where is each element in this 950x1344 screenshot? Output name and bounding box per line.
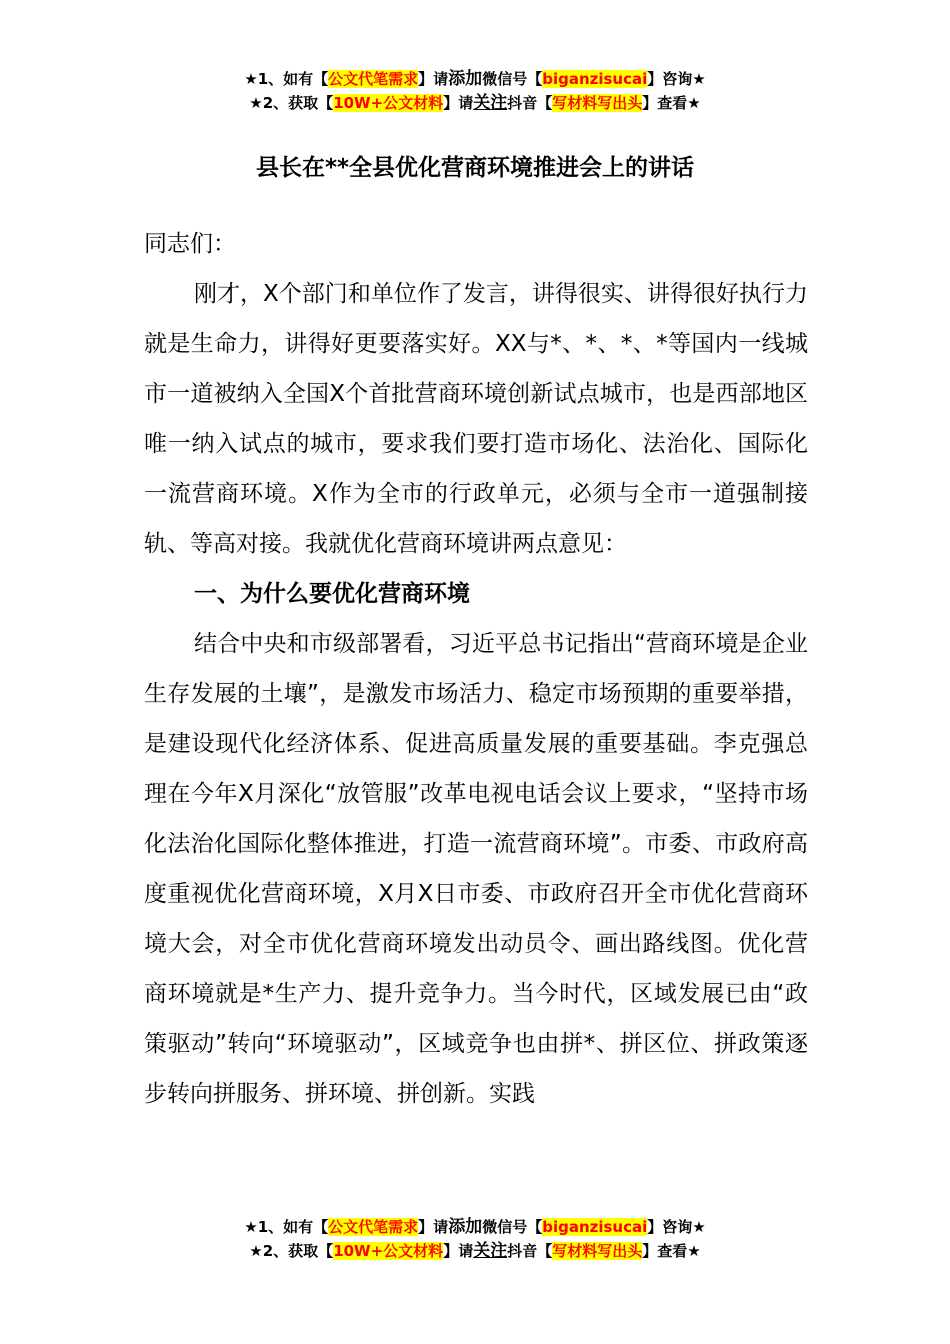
promo-text: 】请 [443,1242,474,1260]
promo-line-1 [0,1215,950,1239]
paragraph: 刚才，X个部门和单位作了发言，讲得很实、讲得很好执行力就是生命力，讲得好更要落实好。XX与*、*、*、*等国内一线城市一道被纳入全国X个首批营商环境创新试点城市，也是西部地区唯一纳入试点的城市，要求我们要打造市场化、法治化、国际化一流营商环境。X作为全市的行政单元，必须与全市一道强制接轨、等高对接。我就优化营商环境讲两点意见： [144,281,808,557]
paragraph: 结合中央和市级部署看，习近平总书记指出“营商环境是企业生存发展的土壤”，是激发市场活力、稳定市场预期的重要举措，是建设现代化经济体系、促进高质量发展的重要基础。李克强总理在今年X月深化“放管服”改革电视电话会议上要求，“坚持市场化法治化国际化整体推进，打造一流营商环境”。市委、市政府高度重视优化营商环境，X月X日市委、市政府召开全市优化营商环境大会，对全市优化营商环境发出动员令、画出路线图。优化营商环境就是*生产力、提升竞争力。当今时代，区域发展已由“政策驱动”转向“环境驱动”，区域竞争也由拼*、拼区位、拼政策逐步转向拼服务、拼环境、拼创新。实践 [144,631,808,1107]
promo-text: 抖音【 [507,1242,553,1260]
promo-text: 】查看★ [642,1242,701,1260]
promo-highlight: 10W+公文材料 [333,94,444,112]
salutation: 同志们： [144,231,236,257]
promo-emphasis: 添加 [448,1217,483,1237]
promo-emphasis: 添加 [448,69,483,89]
promo-text: 】请 [443,94,474,112]
promo-text: 微信号【 [482,1218,543,1236]
document-title: 县长在**全县优化营商环境推进会上的讲话 [255,155,695,181]
promo-highlight: 公文代笔需求 [328,70,419,88]
promo-text: ★1、如有【 [244,1218,329,1236]
promo-highlight: 公文代笔需求 [328,1218,419,1236]
promo-text: 】咨询★ [647,1218,706,1236]
promo-line-2 [0,1239,950,1263]
promo-text: ★2、获取【 [249,94,334,112]
section-heading: 一、为什么要优化营商环境 [194,581,470,607]
header-promo-banner [0,67,950,115]
promo-text: 】查看★ [642,94,701,112]
promo-text: ★1、如有【 [244,70,329,88]
promo-text: 】请 [418,1218,449,1236]
promo-emphasis: 关注 [473,1241,508,1261]
promo-text: 抖音【 [507,94,553,112]
promo-highlight: 写材料写出头 [552,1242,643,1260]
promo-text: 】咨询★ [647,70,706,88]
promo-highlight: biganzisucai [542,70,648,88]
document-body [144,219,808,1119]
footer-promo-banner [0,1215,950,1263]
promo-line-2 [0,91,950,115]
promo-text: 微信号【 [482,70,543,88]
promo-text: ★2、获取【 [249,1242,334,1260]
promo-line-1 [0,67,950,91]
promo-emphasis: 关注 [473,93,508,113]
promo-text: 】请 [418,70,449,88]
promo-highlight: 写材料写出头 [552,94,643,112]
promo-highlight: biganzisucai [542,1218,648,1236]
promo-highlight: 10W+公文材料 [333,1242,444,1260]
